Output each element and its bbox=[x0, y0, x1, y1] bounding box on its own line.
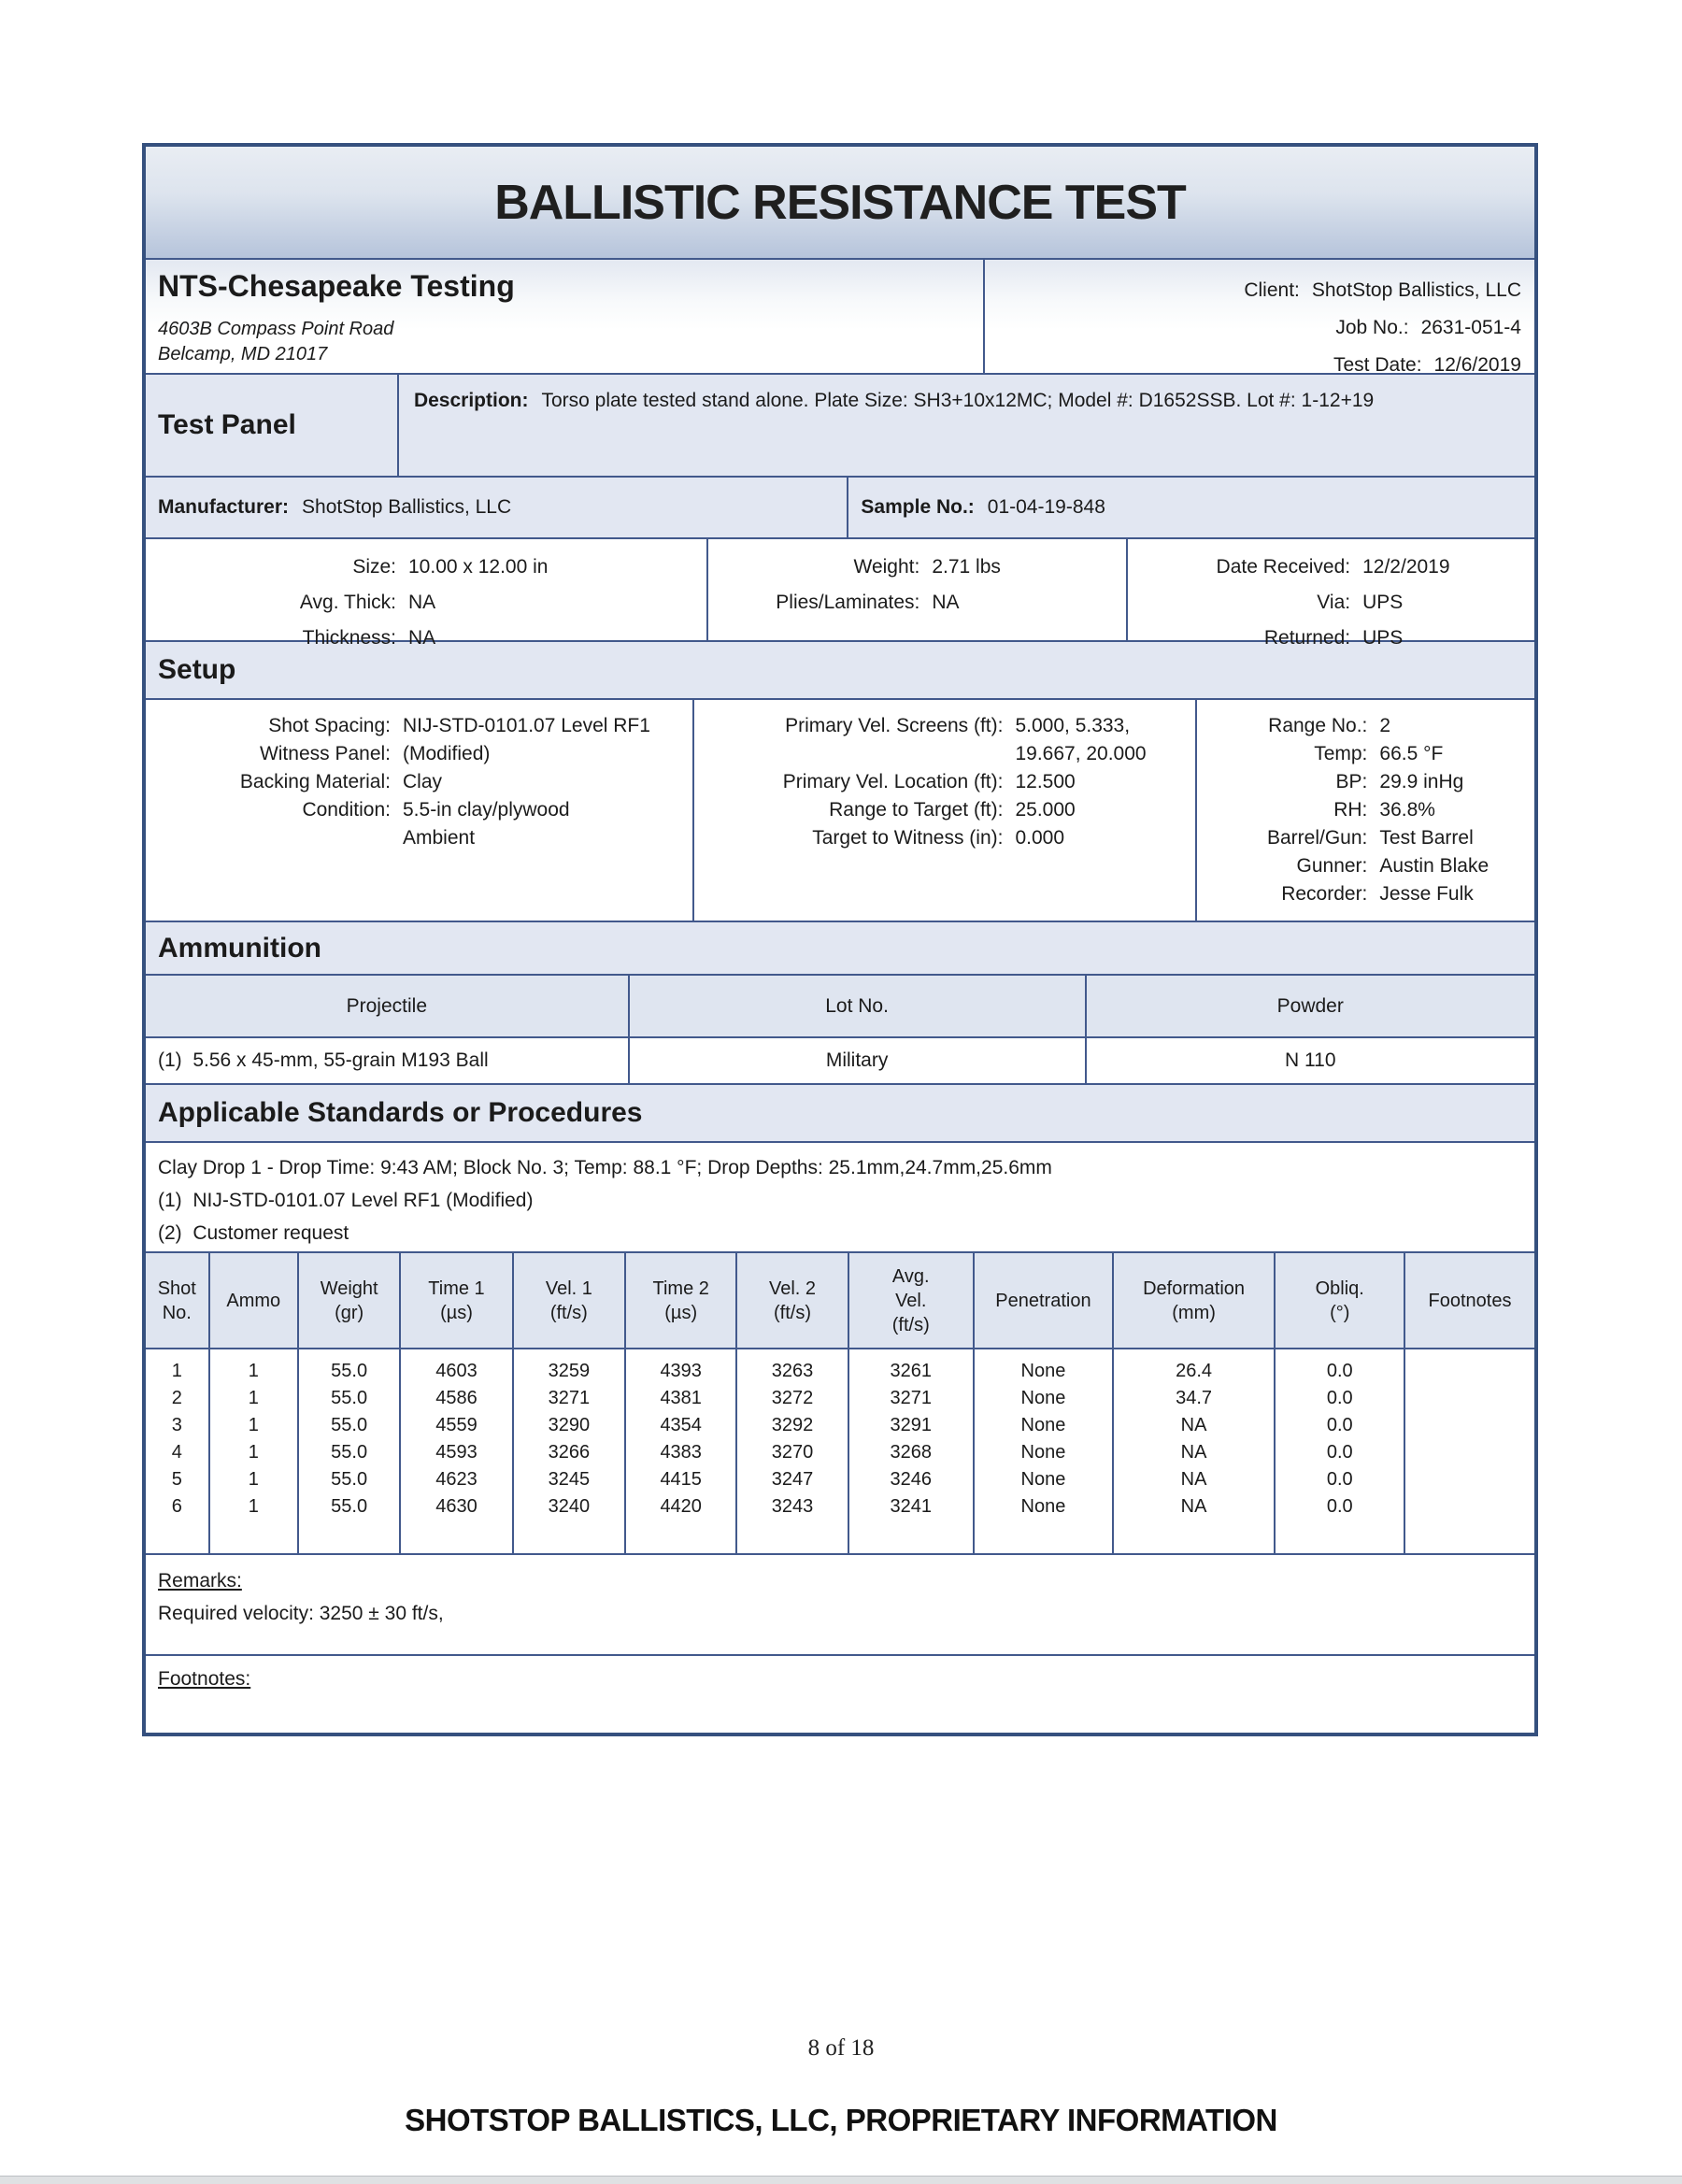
header-line: Obliq. bbox=[1315, 1278, 1364, 1299]
shot-table-cell: None bbox=[1020, 1415, 1066, 1435]
shot-table-cell: 3271 bbox=[890, 1388, 932, 1408]
manufacturer-label: Manufacturer: bbox=[158, 496, 290, 518]
shot-table-cell: 4393 bbox=[660, 1361, 702, 1381]
header-line: Vel. 1 bbox=[545, 1278, 592, 1299]
field-row bbox=[1197, 824, 1534, 852]
header-line: (gr) bbox=[335, 1302, 364, 1323]
shot-column-header bbox=[973, 1253, 1112, 1348]
remarks-section bbox=[146, 1553, 1534, 1654]
field-row bbox=[694, 824, 1195, 852]
field-label: Plies/Laminates: bbox=[776, 592, 920, 613]
header-line: (ft/s) bbox=[774, 1302, 811, 1323]
shot-table-cell bbox=[1405, 1385, 1533, 1412]
shot-table-cell: 4383 bbox=[660, 1442, 702, 1463]
field-value: Austin Blake bbox=[1379, 855, 1490, 877]
field-row bbox=[146, 740, 692, 768]
lab-info bbox=[146, 260, 983, 373]
shot-table-cell: 3290 bbox=[548, 1415, 591, 1435]
shot-table-cell: 55.0 bbox=[331, 1496, 368, 1517]
shot-table-cell: 2 bbox=[171, 1388, 182, 1408]
projectile-value: (1) 5.56 x 45-mm, 55-grain M193 Ball bbox=[158, 1049, 489, 1071]
field-row bbox=[1197, 740, 1534, 768]
shot-table-cell: None bbox=[1020, 1388, 1066, 1408]
shot-table-column bbox=[1112, 1349, 1274, 1553]
header-line: Weight bbox=[320, 1278, 378, 1299]
ammunition-header-row bbox=[146, 921, 1534, 974]
shot-table-cell: 4381 bbox=[660, 1388, 702, 1408]
field-row bbox=[694, 796, 1195, 824]
shot-table-cell: 3247 bbox=[771, 1469, 814, 1490]
shot-table-cell: 26.4 bbox=[1176, 1361, 1213, 1381]
field-label: Target to Witness (in): bbox=[812, 827, 1004, 849]
shot-table-cell: NA bbox=[1180, 1469, 1207, 1490]
shot-table-column bbox=[973, 1349, 1112, 1553]
shot-table-cell: None bbox=[1020, 1361, 1066, 1381]
standards-content bbox=[146, 1141, 1534, 1251]
test-panel-heading-cell bbox=[146, 375, 397, 476]
shot-table-body bbox=[146, 1348, 1534, 1553]
field-row bbox=[1197, 880, 1534, 908]
ammunition-heading: Ammunition bbox=[158, 932, 321, 964]
field-value: 12.500 bbox=[1015, 771, 1076, 792]
shot-table-cell bbox=[1405, 1358, 1533, 1385]
field-label: Size: bbox=[352, 556, 396, 578]
description-text: Torso plate tested stand alone. Plate Size: SH3+10x12MC; Model #: D1652SSB. Lot #: 1-12+19 bbox=[541, 390, 1375, 411]
shot-table-column bbox=[399, 1349, 511, 1553]
shot-table-cell: 3272 bbox=[771, 1388, 814, 1408]
header-line: Penetration bbox=[995, 1290, 1091, 1311]
shot-table-cell: 0.0 bbox=[1326, 1496, 1353, 1517]
header-line: Vel. bbox=[895, 1290, 927, 1311]
field-value: Jesse Fulk bbox=[1379, 883, 1474, 905]
header-line: No. bbox=[162, 1302, 192, 1323]
header-line: (µs) bbox=[440, 1302, 473, 1323]
shot-table-cell: 3241 bbox=[890, 1496, 932, 1517]
shot-table-cell: 4603 bbox=[435, 1361, 478, 1381]
weight-details-cell bbox=[706, 539, 1126, 640]
description-label: Description: bbox=[413, 390, 529, 411]
setup-row bbox=[146, 698, 1534, 921]
field-label: Weight: bbox=[853, 556, 920, 578]
field-value: 2 bbox=[1379, 715, 1391, 736]
shot-table-column bbox=[624, 1349, 735, 1553]
field-label: Client: bbox=[1244, 279, 1300, 301]
shot-table-column bbox=[735, 1349, 847, 1553]
shot-table-cell: 55.0 bbox=[331, 1442, 368, 1463]
shot-table-cell: None bbox=[1020, 1496, 1066, 1517]
setup-heading: Setup bbox=[158, 654, 236, 685]
shot-column-header bbox=[399, 1253, 511, 1348]
field-label: Primary Vel. Location (ft): bbox=[782, 771, 1004, 792]
remarks-heading: Remarks: bbox=[158, 1570, 242, 1592]
shot-table-cell: 5 bbox=[171, 1469, 182, 1490]
shot-table-cell: 4354 bbox=[660, 1415, 702, 1435]
field-row bbox=[1197, 768, 1534, 796]
shot-table-cell bbox=[1405, 1466, 1533, 1493]
shot-table-cell: 4586 bbox=[435, 1388, 478, 1408]
column-header-powder: Powder bbox=[1085, 976, 1534, 1036]
text-line: (1) NIJ-STD-0101.07 Level RF1 (Modified) bbox=[158, 1190, 534, 1211]
header-line: Time 2 bbox=[652, 1278, 709, 1299]
field-row bbox=[146, 550, 706, 585]
field-value: 10.00 x 12.00 in bbox=[408, 556, 549, 578]
shot-table-cell: None bbox=[1020, 1469, 1066, 1490]
shot-table-cell: 0.0 bbox=[1326, 1361, 1353, 1381]
field-row bbox=[708, 550, 1126, 585]
lab-address-line2: Belcamp, MD 21017 bbox=[158, 344, 328, 364]
footnotes-section bbox=[146, 1654, 1534, 1733]
shot-table-cell bbox=[1405, 1493, 1533, 1520]
test-panel-heading: Test Panel bbox=[158, 409, 296, 440]
shot-table-cell: 55.0 bbox=[331, 1388, 368, 1408]
field-value: 12/2/2019 bbox=[1362, 556, 1450, 578]
field-label: Primary Vel. Screens (ft): bbox=[785, 715, 1004, 736]
field-label bbox=[694, 740, 1003, 768]
shot-table-cell: 3246 bbox=[890, 1469, 932, 1490]
shot-table-cell: NA bbox=[1180, 1442, 1207, 1463]
field-row bbox=[1197, 712, 1534, 740]
field-row bbox=[1197, 796, 1534, 824]
header-line: Shot bbox=[157, 1278, 196, 1299]
field-label: BP: bbox=[1335, 771, 1368, 792]
shot-table-cell: 55.0 bbox=[331, 1415, 368, 1435]
lab-name: NTS-Chesapeake Testing bbox=[158, 269, 515, 303]
shot-table-cell: 1 bbox=[248, 1496, 259, 1517]
header-line: Vel. 2 bbox=[768, 1278, 817, 1299]
shot-table-cell: NA bbox=[1180, 1415, 1207, 1435]
test-panel-row bbox=[146, 373, 1534, 476]
field-value: 2631-051-4 bbox=[1420, 317, 1521, 338]
standards-heading: Applicable Standards or Procedures bbox=[158, 1097, 643, 1128]
shot-table-cell: 0.0 bbox=[1326, 1388, 1353, 1408]
shot-table-cell bbox=[1405, 1412, 1533, 1439]
lab-address-line1: 4603B Compass Point Road bbox=[158, 319, 394, 339]
header-line: (ft/s) bbox=[549, 1302, 588, 1323]
field-label: Shot Spacing: bbox=[268, 715, 391, 736]
field-label: Avg. Thick: bbox=[299, 592, 396, 613]
manufacturer-cell bbox=[146, 478, 847, 537]
field-value: 0.000 bbox=[1015, 827, 1065, 849]
setup-conditions-cell bbox=[146, 700, 692, 921]
header-line: Time 1 bbox=[428, 1278, 485, 1299]
field-row bbox=[985, 272, 1521, 309]
shot-column-header bbox=[735, 1253, 847, 1348]
test-panel-description-cell bbox=[397, 375, 1534, 476]
field-label bbox=[146, 824, 391, 852]
header-line: (µs) bbox=[664, 1302, 698, 1323]
field-row bbox=[146, 768, 692, 796]
field-value: 66.5 °F bbox=[1379, 743, 1444, 764]
shot-table-cell: 3245 bbox=[548, 1469, 591, 1490]
field-value: 12/6/2019 bbox=[1433, 354, 1521, 376]
shot-table-cell: 3271 bbox=[548, 1388, 591, 1408]
shot-column-header bbox=[208, 1253, 297, 1348]
size-details-cell bbox=[146, 539, 706, 649]
field-value: (Modified) bbox=[403, 743, 491, 764]
field-value: NA bbox=[932, 592, 960, 613]
field-row bbox=[708, 585, 1126, 621]
shot-table-cell: 1 bbox=[248, 1388, 259, 1408]
header-line: (mm) bbox=[1172, 1302, 1216, 1323]
shot-table-cell: 3259 bbox=[548, 1361, 591, 1381]
setup-range-cell bbox=[1195, 700, 1534, 921]
field-label: Thickness: bbox=[302, 627, 396, 649]
sample-number-value: 01-04-19-848 bbox=[987, 496, 1105, 518]
field-label: Barrel/Gun: bbox=[1267, 827, 1368, 849]
field-value: 36.8% bbox=[1379, 799, 1435, 821]
field-value: NA bbox=[408, 592, 436, 613]
shot-table-cell: None bbox=[1020, 1442, 1066, 1463]
manufacturer-value: ShotStop Ballistics, LLC bbox=[302, 496, 512, 518]
field-row bbox=[146, 585, 706, 621]
shot-table-cell: 3240 bbox=[548, 1496, 591, 1517]
field-label: RH: bbox=[1333, 799, 1368, 821]
field-row bbox=[1128, 621, 1534, 656]
proprietary-footer: SHOTSTOP BALLISTICS, LLC, PROPRIETARY INFORMATION bbox=[405, 2103, 1277, 2137]
shot-column-header bbox=[297, 1253, 399, 1348]
field-value: 5.5-in clay/plywood bbox=[403, 799, 570, 821]
field-label: Backing Material: bbox=[239, 771, 391, 792]
shot-table-column bbox=[1274, 1349, 1404, 1553]
field-label: Range No.: bbox=[1268, 715, 1368, 736]
field-row bbox=[146, 824, 692, 852]
shot-table-cell: 3268 bbox=[890, 1442, 932, 1463]
shot-table-cell: 3263 bbox=[771, 1361, 814, 1381]
setup-velocity-cell bbox=[692, 700, 1195, 921]
shot-table-cell: 0.0 bbox=[1326, 1415, 1353, 1435]
field-value: NA bbox=[408, 627, 436, 649]
shot-column-header bbox=[512, 1253, 624, 1348]
shot-table-cell: 1 bbox=[248, 1442, 259, 1463]
shot-table-cell: 1 bbox=[171, 1361, 182, 1381]
shot-column-header bbox=[1404, 1253, 1533, 1348]
manufacturer-row bbox=[146, 476, 1534, 537]
field-row bbox=[146, 796, 692, 824]
shot-table-cell: 3 bbox=[171, 1415, 182, 1435]
header-line: (ft/s) bbox=[891, 1314, 930, 1335]
field-value: NIJ-STD-0101.07 Level RF1 bbox=[403, 715, 650, 736]
field-row bbox=[694, 712, 1195, 740]
field-row bbox=[1197, 852, 1534, 880]
shot-column-header bbox=[146, 1253, 208, 1348]
shot-table-column bbox=[297, 1349, 399, 1553]
field-value: Clay bbox=[403, 771, 443, 792]
field-label: Range to Target (ft): bbox=[829, 799, 1004, 821]
remarks-text: Required velocity: 3250 ± 30 ft/s, bbox=[158, 1603, 444, 1624]
shot-table-cell: 0.0 bbox=[1326, 1469, 1353, 1490]
shot-table-cell: 55.0 bbox=[331, 1469, 368, 1490]
sample-number-label: Sample No.: bbox=[861, 496, 975, 518]
shipping-details-cell bbox=[1126, 539, 1534, 649]
field-row bbox=[694, 740, 1195, 768]
title-bar bbox=[146, 147, 1534, 258]
shot-table-cell: 4 bbox=[171, 1442, 182, 1463]
ammunition-table-row bbox=[146, 1036, 1534, 1083]
shot-table-cell: 3291 bbox=[890, 1415, 932, 1435]
shot-table-column bbox=[1404, 1349, 1533, 1553]
field-label: Gunner: bbox=[1296, 855, 1368, 877]
header-line: Avg. bbox=[891, 1265, 930, 1287]
page-number: 8 of 18 bbox=[807, 2035, 875, 2061]
shot-table-cell: 4415 bbox=[660, 1469, 702, 1490]
shot-table-column bbox=[208, 1349, 297, 1553]
field-value: 25.000 bbox=[1015, 799, 1076, 821]
field-label: Job No.: bbox=[1335, 317, 1409, 338]
ammunition-table-header bbox=[146, 974, 1534, 1036]
powder-value: N 110 bbox=[1085, 1038, 1534, 1083]
shot-table-cell: 4593 bbox=[435, 1442, 478, 1463]
field-value: UPS bbox=[1362, 592, 1404, 613]
field-label: Condition: bbox=[302, 799, 391, 821]
field-row bbox=[985, 309, 1521, 347]
field-value: 5.000, 5.333, bbox=[1015, 715, 1131, 736]
field-value: Test Barrel bbox=[1379, 827, 1474, 849]
text-line: (2) Customer request bbox=[158, 1222, 349, 1244]
panel-details-row bbox=[146, 537, 1534, 649]
shot-table-header bbox=[146, 1251, 1534, 1348]
shot-table-cell: 4630 bbox=[435, 1496, 478, 1517]
shot-table-cell: 4559 bbox=[435, 1415, 478, 1435]
shot-column-header bbox=[1112, 1253, 1274, 1348]
sample-number-cell bbox=[847, 478, 1534, 537]
shot-table-cell: 3266 bbox=[548, 1442, 591, 1463]
shot-table-cell: NA bbox=[1180, 1496, 1207, 1517]
field-row bbox=[694, 768, 1195, 796]
field-label: Recorder: bbox=[1281, 883, 1368, 905]
shot-table-column bbox=[848, 1349, 973, 1553]
shot-table-cell: 3243 bbox=[771, 1496, 814, 1517]
shot-table-cell: 55.0 bbox=[331, 1361, 368, 1381]
shot-table-cell: 4623 bbox=[435, 1469, 478, 1490]
field-value: 29.9 inHg bbox=[1379, 771, 1464, 792]
shot-table-cell: 1 bbox=[248, 1415, 259, 1435]
header-line: (°) bbox=[1330, 1302, 1350, 1323]
lab-client-row bbox=[146, 258, 1534, 376]
footnotes-heading: Footnotes: bbox=[158, 1668, 251, 1690]
standards-header-row bbox=[146, 1083, 1534, 1141]
header-line: Ammo bbox=[226, 1290, 281, 1311]
field-label: Via: bbox=[1317, 592, 1351, 613]
shot-table-cell: 6 bbox=[171, 1496, 182, 1517]
field-value: Ambient bbox=[403, 827, 476, 849]
shot-column-header bbox=[624, 1253, 735, 1348]
column-header-projectile: Projectile bbox=[346, 994, 427, 1017]
field-value: 2.71 lbs bbox=[932, 556, 1001, 578]
field-row bbox=[1128, 550, 1534, 585]
report-document bbox=[142, 143, 1538, 1736]
shot-table-cell: 0.0 bbox=[1326, 1442, 1353, 1463]
field-value: ShotStop Ballistics, LLC bbox=[1311, 279, 1521, 301]
shot-column-header bbox=[848, 1253, 973, 1348]
report-title: BALLISTIC RESISTANCE TEST bbox=[494, 175, 1186, 230]
column-header-lot-no: Lot No. bbox=[628, 976, 1085, 1036]
shot-table-cell: 1 bbox=[248, 1361, 259, 1381]
shot-table-cell bbox=[1405, 1439, 1533, 1466]
text-line: Clay Drop 1 - Drop Time: 9:43 AM; Block No. 3; Temp: 88.1 °F; Drop Depths: 25.1mm,24.7mm,25.6mm bbox=[158, 1157, 1052, 1178]
shot-column-header bbox=[1274, 1253, 1404, 1348]
shot-table-cell: 3270 bbox=[771, 1442, 814, 1463]
field-label: Test Date: bbox=[1333, 354, 1422, 376]
field-row bbox=[146, 712, 692, 740]
header-line: Deformation bbox=[1143, 1278, 1246, 1299]
header-line: Footnotes bbox=[1428, 1290, 1512, 1311]
shot-table-cell: 1 bbox=[248, 1469, 259, 1490]
shot-table-cell: 34.7 bbox=[1176, 1388, 1213, 1408]
shot-table-cell: 4420 bbox=[660, 1496, 702, 1517]
shot-table-column bbox=[146, 1349, 208, 1553]
field-row bbox=[1128, 585, 1534, 621]
bottom-edge-strip bbox=[0, 2176, 1682, 2184]
shot-table-cell: 3261 bbox=[890, 1361, 932, 1381]
shot-table-cell: 3292 bbox=[771, 1415, 814, 1435]
lot-no-value: Military bbox=[628, 1038, 1085, 1083]
field-value: 19.667, 20.000 bbox=[1015, 743, 1147, 764]
client-info bbox=[983, 260, 1534, 376]
field-label: Returned: bbox=[1263, 627, 1351, 649]
field-label: Witness Panel: bbox=[259, 743, 391, 764]
shot-table-column bbox=[512, 1349, 624, 1553]
field-label: Temp: bbox=[1314, 743, 1368, 764]
field-label: Date Received: bbox=[1216, 556, 1351, 578]
field-row bbox=[146, 621, 706, 656]
field-value: UPS bbox=[1362, 627, 1404, 649]
